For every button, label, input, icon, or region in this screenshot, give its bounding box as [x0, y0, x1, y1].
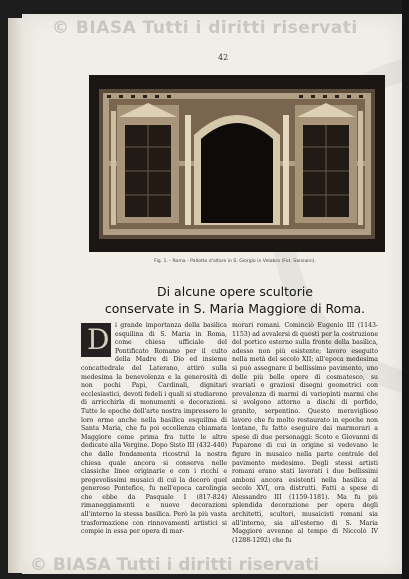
page-number: 42 — [218, 53, 229, 62]
watermark-bottom: © BIASA Tutti i diritti riservati — [30, 555, 320, 575]
column-1-text: i grande importanza della basilica esquilina di S. Maria in Roma, come chiesa ufficiale del Pontificato Romano per il culto della Madre di Dio ed insieme concattedrale del Laterano, attirò sulla medesima la benevolenza e la generosità di non pochi Papi, Cardinali, dignitari ecclesiastici, devoti fedeli i quali si studiarono di arricchirla di monumenti e decorazioni. Tutte le epoche dell'arte nostra impressero le loro orme anche nella basilica esquilina di Santa Maria, che fu poi eccellenza chiamata Maggiore come prima fra tutte le altre dedicate alla Vergine. Dopo Sisto III (432-440) che dalle fondamenta ricostruì la nostra chiesa quale ancora si conserva nelle classiche linee originarie e con i ricchi e pregevolissimi musaici di cui la decorò quel generoso Pontefice, fu nell'epoca carolingia che ebbe da Pasquale I (817-824) rimaneggiamenti e nuove decorazioni all'interno la stessa basilica. Però la più vasta trasformazione con rinnovamenti artistici si compie in essa per opera di mar- — [81, 322, 227, 536]
altar-frontal-photo — [89, 75, 385, 252]
drop-cap-initial: D — [81, 323, 111, 357]
article-title-line2: conservate in S. Maria Maggiore di Roma. — [104, 301, 366, 316]
article-title — [60, 283, 409, 317]
watermark-top: © BIASA Tutti i diritti riservati — [52, 18, 358, 38]
article-column-1 — [81, 322, 227, 537]
article-column-2: morari romani. Cominciò Eugenio III (1143-1153) ad avvalersi di questi per la costruzione del portico esterno sulla fronte della basilica, adesso non più esistente; lavoro eseguito nella metà del secolo XII; all'epoca medesima si può assegnare il bellissimo pavimento, uno delle più belle opere di cosmatesco, su svariati e graziosi disegni geometrici con prevalenza di marmi di variopinti marmi che si svolgono attorno a dischi di porfido, granito, serpentino. Questo meraviglioso lavoro che fu molto restaurato in epoche non lontane, fu fatto eseguire dai marmorari a spese di due personaggi: Scoto e Giovanni di Paparone di cui in origine si vedevano le figure in musaico nella parte centrale del pavimento medesimo. Degli stessi artisti romani erano stati lavorati i due bellissimi amboni ancora esistenti nella basilica al secolo XVI, ora distrutti. Fatti a spese di Alessandro III (1159-1181). Ma fu più splendida decorazione per opera degli architetti, scultori, musaicisti romani sia all'interno, sia all'esterno di S. Maria Maggiore avvenne al tempo di Niccolò IV (1288-1292) che fu — [232, 322, 378, 544]
article-title-line1: Di alcune opere scultorie — [156, 284, 314, 299]
adjacent-page-edge — [8, 18, 22, 573]
figure-caption: Fig. 1. - Roma - Pallotto d'altare in S. Giorgio in Velabro (Fot. Sansaini). — [154, 259, 316, 264]
scan-right-edge — [402, 0, 409, 579]
